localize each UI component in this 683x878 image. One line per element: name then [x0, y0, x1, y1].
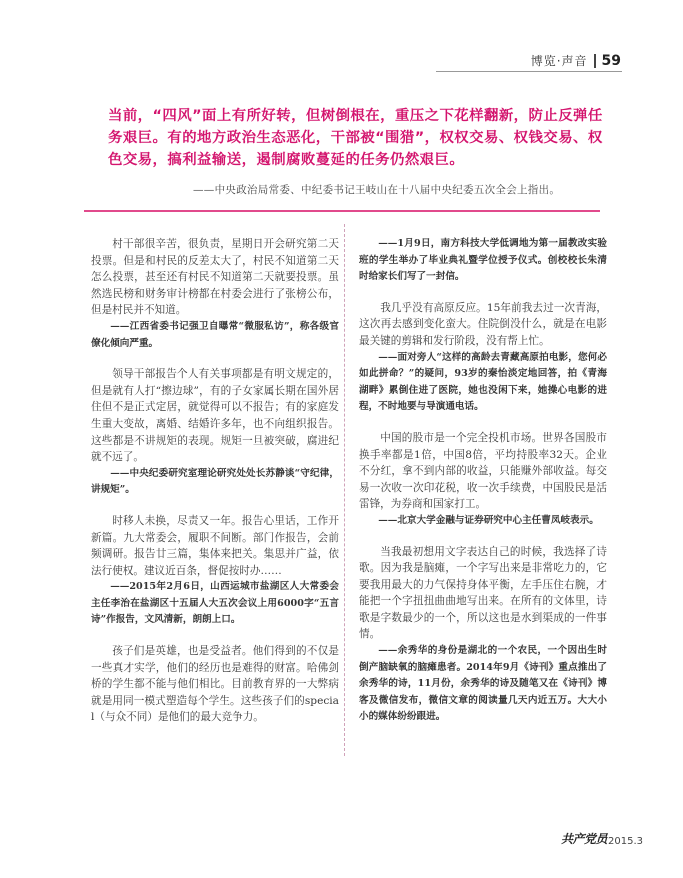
quote-paragraph: 时移人未换，尽责又一年。报告心里话，工作开新篇。九大常委会，履职不间断。部门作报告，会前频调研。报告廿三篇，集体来把关。集思并广益，依法行使权。建议近百条，督促按时办…… — [91, 514, 339, 577]
quote-attribution: ——2015年2月6日，山西运城市盐湖区人大常委会主任李治在盐湖区十五届人大五次会议上用6000字“五言诗”作报告，文风清新，朗朗上口。 — [91, 581, 339, 626]
quote-paragraph: 村干部很辛苦，很负责，星期日开会研究第二天投票。但是和村民的反差太大了，村民不知道第二天怎么投票，甚至还有村民不知道第二天就要投票。虽然选民榜和财务审计榜都在村委会进行了张榜公布，但是村民并不知道。 — [91, 238, 339, 317]
header-rule — [436, 71, 622, 72]
pink-divider — [84, 210, 600, 212]
quote-attribution: ——面对旁人“这样的高龄去青藏高原拍电影，您何必如此拼命？”的疑问，93岁的秦怡淡定地回答，拍《青海湖畔》累倒住进了医院，她也没闲下来，她操心电影的进程，不时地要与导演通电话。 — [359, 351, 607, 413]
quote-attribution: ——1月9日，南方科技大学低调地为第一届教改实验班的学生举办了毕业典礼暨学位授予仪式。创校校长朱清时给家长们写了一封信。 — [359, 238, 607, 283]
header-divider — [594, 54, 596, 68]
pull-quote: 当前，“四风”面上有所好转，但树倒根在，重压之下花样翻新，防止反弹任务艰巨。有的地方政治生态恶化，干部被“围猎”，权权交易、权钱交易、权色交易，搞利益输送，遏制腐败蔓延的任务仍然艰巨。 — [108, 108, 603, 168]
quote-paragraph: 领导干部报告个人有关事项都是有明文规定的，但是就有人打“擦边球”，有的子女家属长期在国外居住但不是正式定居，就觉得可以不报告；有的家庭发生重大变故，离婚、结婚许多年，也不向组织报告。这些都是不讲规矩的表现。规矩一旦被突破，腐进纪就不远了。 — [91, 368, 339, 464]
quote-attribution: ——余秀华的身份是湖北的一个农民，一个因出生时倒产脑缺氧的脑瘫患者。2014年9月《诗刊》重点推出了余秀华的诗，11月份，余秀华的诗及随笔又在《诗刊》博客及微信发布，微信文章的阅读量几天内近五万。大大小小的媒体纷纷跟进。 — [359, 645, 607, 723]
left-column — [91, 236, 339, 726]
quote-paragraph: 我几乎没有高原反应。15年前我去过一次青海，这次再去感到变化蛮大。住院倒没什么，就是在电影最关键的剪辑和发行阶段，没有帮上忙。 — [359, 301, 607, 347]
quote-paragraph: 中国的股市是一个完全投机市场。世界各国股市换手率都是1倍，中国8倍，平均持股率32天。企业不分红，拿不到内部的收益，只能赚外部收益。每交易一次收一次印花税，收一次手续费，中国股民是活雷锋，为券商和国家打工。 — [359, 431, 607, 511]
quote-paragraph: 孩子们是英雄，也是受益者。他们得到的不仅是一些真才实学，他们的经历也是难得的财富。哈佛剑桥的学生都不能与他们相比。目前教育界的一大弊病就是用同一模式塑造每个学生。这些孩子们的special（与众不同）是他们的最大竞争力。 — [91, 645, 339, 724]
quote-attribution: ——北京大学金融与证券研究中心主任曹凤岐表示。 — [378, 514, 599, 526]
quote-paragraph: 当我最初想用文字表达自己的时候，我选择了诗歌。因为我是脑瘫，一个字写出来是非常吃力的，它要我用最大的力气保持身体平衡，左手压住右腕，才能把一个字扭扭曲曲地写出来。在所有的文体里，诗歌是字数最少的一个，所以这也是水到渠成的一件事情。 — [359, 545, 607, 641]
quote-attribution: ——江西省委书记强卫自曝常“微服私访”，称各级官僚化倾向严重。 — [91, 320, 339, 349]
pull-quote-source: ——中央政治局常委、中纪委书记王岐山在十八届中央纪委五次全会上指出。 — [193, 184, 561, 196]
quote-attribution: ——中央纪委研究室理论研究处处长苏静谈“守纪律，讲规矩”。 — [91, 467, 339, 496]
page-header — [531, 52, 621, 69]
issue-number: 2015.3 — [608, 836, 644, 847]
page-footer — [561, 830, 643, 847]
column-divider — [344, 224, 345, 756]
section-title: 博览·声音 — [530, 54, 588, 68]
magazine-logo: 共产党员 — [561, 832, 608, 846]
right-column — [359, 236, 607, 740]
page-number: 59 — [601, 52, 621, 69]
